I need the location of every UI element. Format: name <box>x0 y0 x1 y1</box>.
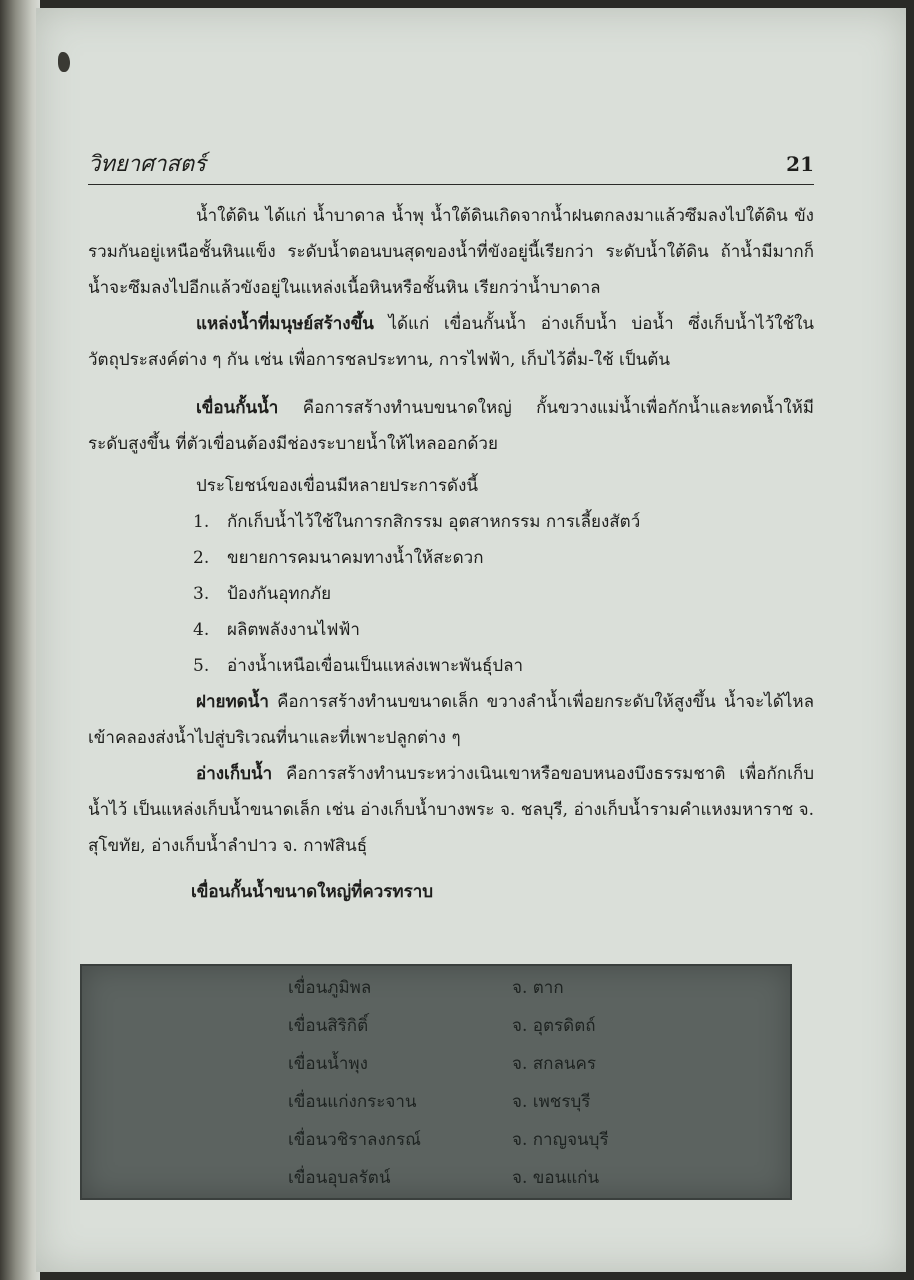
page-number: 21 <box>786 152 814 176</box>
table-row <box>82 1082 790 1120</box>
term-weir: ฝายทดน้ำ <box>196 692 269 712</box>
manmade-sources-text: ได้แก่ เขื่อนกั้นน้ำ อ่างเก็บน้ำ บ่อน้ำ ซึ่งเก็บน้ำไว้ใช้ในวัตถุประสงค์ต่าง ๆ กัน เช่น เพื่อการชลประทาน, การไฟฟ้า, เก็บไว้ดื่ม-ใช้ เป็นต้น <box>88 314 814 370</box>
paragraph-dam <box>88 390 814 462</box>
list-text: กักเก็บน้ำไว้ใช้ในการกสิกรรม อุตสาหกรรม การเลี้ยงสัตว์ <box>227 512 641 532</box>
reservoir-text: คือการสร้างทำนบระหว่างเนินเขาหรือขอบหนองบึงธรรมชาติ เพื่อกักเก็บน้ำไว้ เป็นแหล่งเก็บน้ำขนาดเล็ก เช่น อ่างเก็บน้ำบางพระ จ. ชลบุรี, อ่างเก็บน้ำรามคำแหงมหาราช จ. สุโขทัย, อ่างเก็บน้ำลำปาว จ. กาฬสินธุ์ <box>88 764 814 856</box>
table-row <box>82 968 790 1006</box>
dam-name: เขื่อนสิริกิติ์ <box>288 1016 369 1036</box>
subject-title: วิทยาศาสตร์ <box>88 152 206 177</box>
page-header <box>88 144 814 185</box>
ink-blemish <box>58 52 70 72</box>
page-body <box>88 198 814 927</box>
list-number: 2. <box>193 548 210 568</box>
dam-text: คือการสร้างทำนบขนาดใหญ่ กั้นขวางแม่น้ำเพื่อกักน้ำและทดน้ำให้มีระดับสูงขึ้น ที่ตัวเขื่อนต้องมีช่องระบายน้ำให้ไหลออกด้วย <box>88 398 814 454</box>
dams-table-title: เขื่อนกั้นน้ำขนาดใหญ่ที่ควรทราบ <box>191 882 434 902</box>
paragraph-manmade-sources <box>88 306 814 378</box>
book-page <box>36 8 906 1272</box>
list-number: 5. <box>193 656 210 676</box>
table-row <box>82 1158 790 1196</box>
term-reservoir: อ่างเก็บน้ำ <box>196 764 273 784</box>
dam-province: จ. ตาก <box>512 978 564 998</box>
dams-table <box>80 964 792 1200</box>
paragraph-weir <box>88 684 814 756</box>
dam-name: เขื่อนแก่งกระจาน <box>288 1092 417 1112</box>
dam-province: จ. เพชรบุรี <box>512 1092 591 1112</box>
list-item <box>193 504 814 540</box>
table-row <box>82 1044 790 1082</box>
list-item <box>193 648 814 684</box>
weir-text: คือการสร้างทำนบขนาดเล็ก ขวางลำน้ำเพื่อยกระดับให้สูงขึ้น น้ำจะได้ไหลเข้าคลองส่งน้ำไปสู่บริเวณที่นาและที่เพาะปลูกต่าง ๆ <box>88 692 814 748</box>
list-text: ขยายการคมนาคมทางน้ำให้สะดวก <box>227 548 484 568</box>
list-number: 4. <box>193 620 210 640</box>
dam-name: เขื่อนวชิราลงกรณ์ <box>288 1130 421 1150</box>
benefits-intro: ประโยชน์ของเขื่อนมีหลายประการดังนี้ <box>196 476 479 496</box>
term-dam: เขื่อนกั้นน้ำ <box>196 398 279 418</box>
term-manmade-sources: แหล่งน้ำที่มนุษย์สร้างขึ้น <box>196 314 374 334</box>
paragraph-reservoir <box>88 756 814 864</box>
list-item <box>193 576 814 612</box>
dam-name: เขื่อนอุบลรัตน์ <box>288 1168 391 1188</box>
list-number: 1. <box>193 512 210 532</box>
list-text: อ่างน้ำเหนือเขื่อนเป็นแหล่งเพาะพันธุ์ปลา <box>227 656 524 676</box>
dam-name: เขื่อนภูมิพล <box>288 978 372 998</box>
paragraph-groundwater: น้ำใต้ดิน ได้แก่ น้ำบาดาล น้ำพุ น้ำใต้ดินเกิดจากน้ำฝนตกลงมาแล้วซึมลงไปใต้ดิน ขังรวมกันอยู่เหนือชั้นหินแข็ง ระดับน้ำตอนบนสุดของน้ำที่ขังอยู่นี้เรียกว่า ระดับน้ำใต้ดิน ถ้าน้ำมีมากก็น้ำจะซึมลงไปอีกแล้วขังอยู่ในแหล่งเนื้อหินหรือชั้นหิน เรียกว่าน้ำบาดาล <box>88 206 814 298</box>
list-text: ป้องกันอุทกภัย <box>227 584 332 604</box>
table-row <box>82 1120 790 1158</box>
list-item <box>193 612 814 648</box>
list-number: 3. <box>193 584 210 604</box>
list-text: ผลิตพลังงานไฟฟ้า <box>227 620 360 640</box>
dam-province: จ. อุตรดิตถ์ <box>512 1016 596 1036</box>
dam-province: จ. สกลนคร <box>512 1054 596 1074</box>
book-spine <box>0 0 40 1280</box>
list-item <box>193 540 814 576</box>
benefits-list <box>88 504 814 684</box>
dam-province: จ. กาญจนบุรี <box>512 1130 609 1150</box>
dam-province: จ. ขอนแก่น <box>512 1168 600 1188</box>
table-row <box>82 1006 790 1044</box>
dam-name: เขื่อนน้ำพุง <box>288 1054 368 1074</box>
